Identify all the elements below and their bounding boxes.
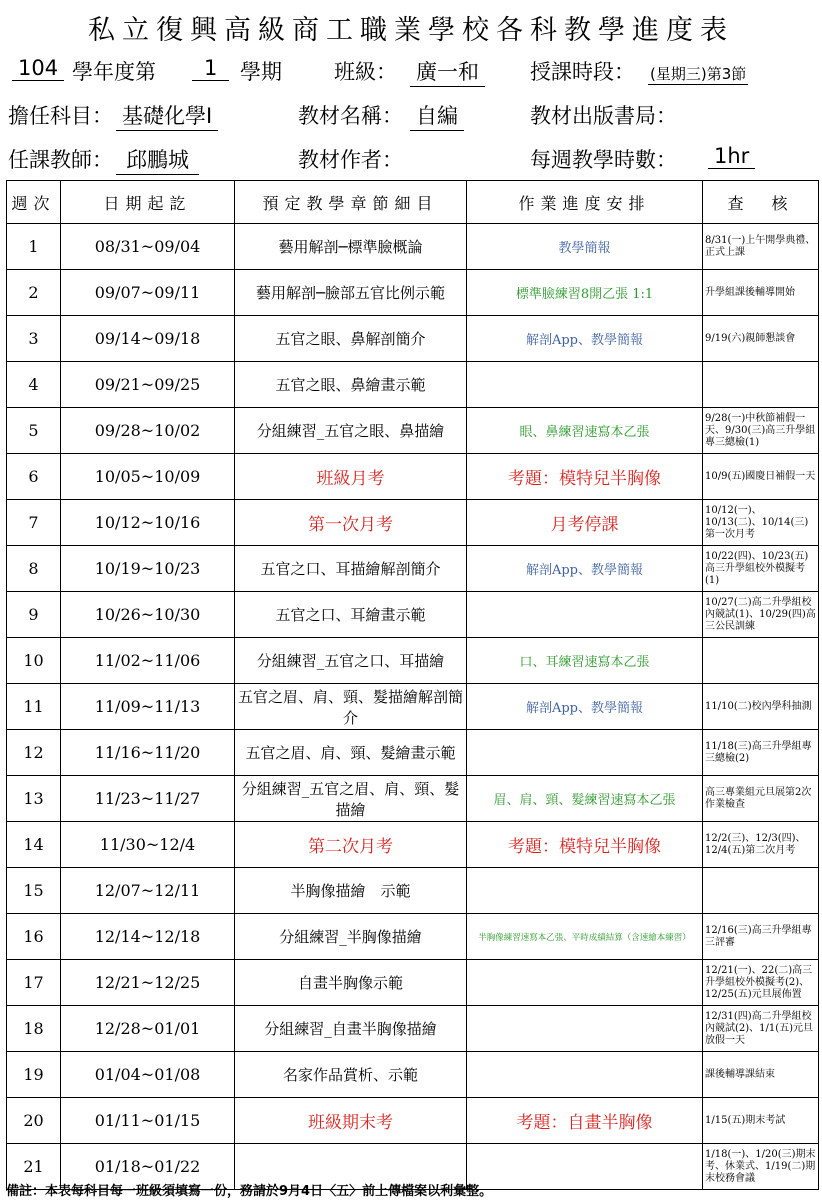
header-row-3 bbox=[8, 144, 818, 184]
check-cell: 12/21(一)、22(二)高三升學組校外模擬考(2)、12/25(五)元旦展佈置 bbox=[703, 960, 819, 1006]
homework-cell: 標準臉練習8開乙張 1:1 bbox=[467, 270, 703, 316]
class-value: 廣一和 bbox=[410, 56, 485, 87]
table-header-row bbox=[7, 181, 819, 224]
homework-cell: 解剖App、教學簡報 bbox=[467, 684, 703, 730]
date-cell: 10/12~10/16 bbox=[61, 500, 235, 546]
homework-cell bbox=[467, 362, 703, 408]
homework-cell: 月考停課 bbox=[467, 500, 703, 546]
chapter-cell: 分組練習_自畫半胸像描繪 bbox=[235, 1006, 467, 1052]
table-row bbox=[7, 638, 819, 684]
week-cell: 21 bbox=[7, 1144, 61, 1190]
author-label: 教材作者： bbox=[298, 148, 403, 172]
homework-cell bbox=[467, 1006, 703, 1052]
date-cell: 09/14~09/18 bbox=[61, 316, 235, 362]
chapter-cell: 五官之口、耳繪畫示範 bbox=[235, 592, 467, 638]
homework-cell: 半胸像練習速寫本乙張、平時成績結算（含速繪本練習） bbox=[467, 914, 703, 960]
check-cell: 1/15(五)期末考試 bbox=[703, 1098, 819, 1144]
header-chapter: 預定教學章節細目 bbox=[235, 181, 467, 224]
date-cell: 09/21~09/25 bbox=[61, 362, 235, 408]
header-date: 日期起訖 bbox=[61, 181, 235, 224]
hours-label: 每週教學時數： bbox=[530, 148, 677, 172]
chapter-cell: 自畫半胸像示範 bbox=[235, 960, 467, 1006]
chapter-cell: 五官之口、耳描繪解剖簡介 bbox=[235, 546, 467, 592]
check-cell: 8/31(一)上午開學典禮、正式上課 bbox=[703, 224, 819, 270]
date-cell: 01/11~01/15 bbox=[61, 1098, 235, 1144]
date-cell: 11/16~11/20 bbox=[61, 730, 235, 776]
semester-value: 1 bbox=[192, 56, 229, 81]
table-row bbox=[7, 316, 819, 362]
period-value: (星期三)第3節 bbox=[650, 65, 747, 83]
date-cell: 11/02~11/06 bbox=[61, 638, 235, 684]
week-cell: 2 bbox=[7, 270, 61, 316]
school-year-field bbox=[12, 56, 64, 81]
chapter-cell: 分組練習_五官之眉、肩、頸、髮描繪 bbox=[235, 776, 467, 822]
chapter-cell: 分組練習_半胸像描繪 bbox=[235, 914, 467, 960]
check-cell bbox=[703, 868, 819, 914]
check-cell: 10/9(五)國慶日補假一天 bbox=[703, 454, 819, 500]
homework-cell: 解剖App、教學簡報 bbox=[467, 316, 703, 362]
table-row bbox=[7, 1006, 819, 1052]
homework-cell: 考題：模特兒半胸像 bbox=[467, 822, 703, 868]
chapter-cell: 分組練習_五官之口、耳描繪 bbox=[235, 638, 467, 684]
table-row bbox=[7, 960, 819, 1006]
date-cell: 10/26~10/30 bbox=[61, 592, 235, 638]
check-cell: 12/16(三)高三升學組專三評審 bbox=[703, 914, 819, 960]
homework-cell bbox=[467, 960, 703, 1006]
table-row bbox=[7, 1052, 819, 1098]
homework-cell bbox=[467, 1052, 703, 1098]
chapter-cell: 五官之眉、肩、頸、髮描繪解剖簡介 bbox=[235, 684, 467, 730]
header-week: 週次 bbox=[7, 181, 61, 224]
chapter-cell: 班級期末考 bbox=[235, 1098, 467, 1144]
chapter-cell: 第二次月考 bbox=[235, 822, 467, 868]
date-cell: 09/07~09/11 bbox=[61, 270, 235, 316]
week-cell: 8 bbox=[7, 546, 61, 592]
school-year-value: 104 bbox=[12, 56, 64, 81]
chapter-cell: 五官之眼、鼻解剖簡介 bbox=[235, 316, 467, 362]
date-cell: 08/31~09/04 bbox=[61, 224, 235, 270]
subject-label: 擔任科目： bbox=[8, 104, 113, 128]
check-cell bbox=[703, 362, 819, 408]
check-cell: 1/18(一)、1/20(三)期末考、休業式、1/19(二)期末校務會議 bbox=[703, 1144, 819, 1190]
header-row-1 bbox=[8, 56, 818, 96]
week-cell: 1 bbox=[7, 224, 61, 270]
date-cell: 11/30~12/4 bbox=[61, 822, 235, 868]
table-row bbox=[7, 684, 819, 730]
check-cell: 9/28(一)中秋節補假一天、9/30(三)高三升學組專三總檢(1) bbox=[703, 408, 819, 454]
date-cell: 01/18~01/22 bbox=[61, 1144, 235, 1190]
table-row bbox=[7, 776, 819, 822]
chapter-cell: 第一次月考 bbox=[235, 500, 467, 546]
week-cell: 7 bbox=[7, 500, 61, 546]
chapter-cell: 藝用解剖─臉部五官比例示範 bbox=[235, 270, 467, 316]
homework-cell bbox=[467, 1144, 703, 1190]
subject-value: 基礎化學Ⅰ bbox=[116, 100, 218, 131]
table-row bbox=[7, 500, 819, 546]
date-cell: 12/28~01/01 bbox=[61, 1006, 235, 1052]
date-cell: 10/19~10/23 bbox=[61, 546, 235, 592]
check-cell: 10/27(二)高二升學組校內競試(1)、10/29(四)高三公民訓練 bbox=[703, 592, 819, 638]
header-check: 查 核 bbox=[703, 181, 819, 224]
teacher-label: 任課教師： bbox=[8, 148, 113, 172]
check-cell: 升學組課後輔導開始 bbox=[703, 270, 819, 316]
header-row-2 bbox=[8, 100, 818, 140]
chapter-cell: 五官之眉、肩、頸、髮繪畫示範 bbox=[235, 730, 467, 776]
homework-cell bbox=[467, 730, 703, 776]
check-cell: 10/22(四)、10/23(五)高三升學組校外模擬考(1) bbox=[703, 546, 819, 592]
table-row bbox=[7, 914, 819, 960]
homework-cell bbox=[467, 592, 703, 638]
semester-label: 學期 bbox=[240, 60, 282, 84]
week-cell: 10 bbox=[7, 638, 61, 684]
check-cell: 12/2(三)、12/3(四)、12/4(五)第二次月考 bbox=[703, 822, 819, 868]
table-row bbox=[7, 224, 819, 270]
week-cell: 3 bbox=[7, 316, 61, 362]
homework-cell: 眼、鼻練習速寫本乙張 bbox=[467, 408, 703, 454]
date-cell: 12/07~12/11 bbox=[61, 868, 235, 914]
table-row bbox=[7, 592, 819, 638]
table-row bbox=[7, 408, 819, 454]
table-body bbox=[7, 224, 819, 1190]
page-title: 私立復興高級商工職業學校各科教學進度表 bbox=[88, 15, 734, 46]
homework-cell: 教學簡報 bbox=[467, 224, 703, 270]
homework-cell: 考題：模特兒半胸像 bbox=[467, 454, 703, 500]
footer-note: 備註：本表每科目每一班級須填寫一份，務請於9月4日〈五〉前上傳檔案以利彙整。 bbox=[6, 1184, 493, 1199]
table-row bbox=[7, 454, 819, 500]
schedule-table bbox=[6, 180, 819, 1190]
check-cell: 12/31(四)高二升學組校內競試(2)、1/1(五)元旦放假一天 bbox=[703, 1006, 819, 1052]
period-label: 授課時段： bbox=[530, 60, 635, 84]
week-cell: 15 bbox=[7, 868, 61, 914]
table-row bbox=[7, 730, 819, 776]
week-cell: 12 bbox=[7, 730, 61, 776]
table-row bbox=[7, 868, 819, 914]
table-row bbox=[7, 546, 819, 592]
week-cell: 13 bbox=[7, 776, 61, 822]
check-cell: 課後輔導課結束 bbox=[703, 1052, 819, 1098]
teacher-value: 邱鵬城 bbox=[116, 144, 199, 175]
material-label: 教材名稱： bbox=[298, 104, 403, 128]
homework-cell: 考題：自畫半胸像 bbox=[467, 1098, 703, 1144]
week-cell: 20 bbox=[7, 1098, 61, 1144]
material-value: 自編 bbox=[410, 100, 464, 131]
week-cell: 14 bbox=[7, 822, 61, 868]
table-row bbox=[7, 270, 819, 316]
table-row bbox=[7, 362, 819, 408]
homework-cell bbox=[467, 868, 703, 914]
chapter-cell: 名家作品賞析、示範 bbox=[235, 1052, 467, 1098]
homework-cell: 口、耳練習速寫本乙張 bbox=[467, 638, 703, 684]
check-cell: 11/10(二)校內學科抽測 bbox=[703, 684, 819, 730]
check-cell bbox=[703, 638, 819, 684]
week-cell: 5 bbox=[7, 408, 61, 454]
date-cell: 11/23~11/27 bbox=[61, 776, 235, 822]
date-cell: 01/04~01/08 bbox=[61, 1052, 235, 1098]
chapter-cell: 班級月考 bbox=[235, 454, 467, 500]
check-cell: 9/19(六)親師懇談會 bbox=[703, 316, 819, 362]
class-label: 班級： bbox=[334, 60, 397, 84]
check-cell: 10/12(一)、10/13(二)、10/14(三)第一次月考 bbox=[703, 500, 819, 546]
week-cell: 16 bbox=[7, 914, 61, 960]
week-cell: 19 bbox=[7, 1052, 61, 1098]
chapter-cell: 分組練習_五官之眼、鼻描繪 bbox=[235, 408, 467, 454]
date-cell: 12/14~12/18 bbox=[61, 914, 235, 960]
week-cell: 17 bbox=[7, 960, 61, 1006]
table-row bbox=[7, 822, 819, 868]
header-homework: 作業進度安排 bbox=[467, 181, 703, 224]
hours-value: 1hr bbox=[708, 144, 755, 169]
week-cell: 4 bbox=[7, 362, 61, 408]
homework-cell: 解剖App、教學簡報 bbox=[467, 546, 703, 592]
date-cell: 12/21~12/25 bbox=[61, 960, 235, 1006]
week-cell: 18 bbox=[7, 1006, 61, 1052]
check-cell: 11/18(三)高三升學組專三總檢(2) bbox=[703, 730, 819, 776]
week-cell: 6 bbox=[7, 454, 61, 500]
school-year-label: 學年度第 bbox=[72, 60, 156, 84]
homework-cell: 眉、肩、頸、髮練習速寫本乙張 bbox=[467, 776, 703, 822]
publisher-label: 教材出版書局： bbox=[530, 104, 677, 128]
chapter-cell: 五官之眼、鼻繪畫示範 bbox=[235, 362, 467, 408]
chapter-cell: 藝用解剖─標準臉概論 bbox=[235, 224, 467, 270]
date-cell: 11/09~11/13 bbox=[61, 684, 235, 730]
week-cell: 11 bbox=[7, 684, 61, 730]
week-cell: 9 bbox=[7, 592, 61, 638]
check-cell: 高三專業組元旦展第2次作業檢查 bbox=[703, 776, 819, 822]
date-cell: 10/05~10/09 bbox=[61, 454, 235, 500]
date-cell: 09/28~10/02 bbox=[61, 408, 235, 454]
table-row bbox=[7, 1098, 819, 1144]
chapter-cell: 半胸像描繪 示範 bbox=[235, 868, 467, 914]
